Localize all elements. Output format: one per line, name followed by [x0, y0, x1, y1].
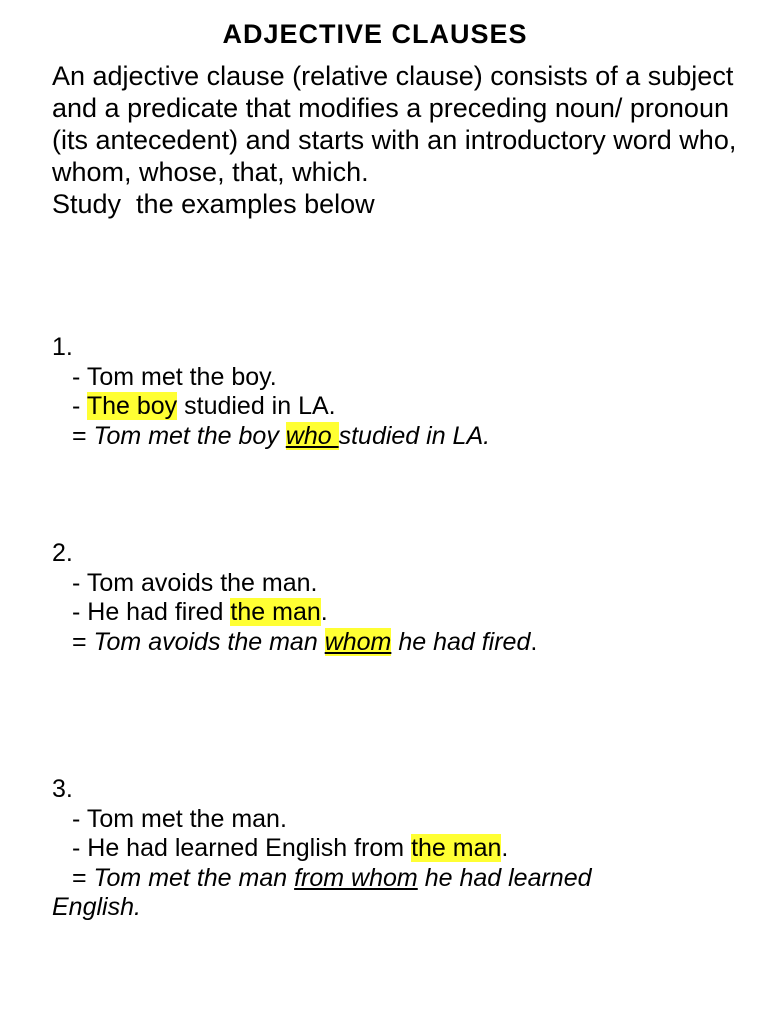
highlighted-antecedent: the man: [411, 834, 502, 862]
example-result: [52, 864, 652, 923]
relative-pronoun: from whom: [294, 863, 418, 892]
example-sentence-1: - Tom met the boy.: [72, 362, 277, 391]
result-text-end: he had fired: [391, 627, 531, 656]
equals-sign: =: [72, 627, 94, 656]
highlighted-antecedent: The boy: [86, 392, 178, 420]
result-text-end: studied in LA.: [338, 421, 491, 450]
sentence-start: - He had fired: [72, 598, 231, 626]
intro-section: [52, 60, 752, 220]
example-2: [52, 539, 752, 657]
dash: -: [72, 392, 87, 420]
result-text: Tom met the man: [93, 863, 295, 892]
result-period: .: [530, 627, 538, 656]
result-text: Tom met the boy: [93, 421, 286, 450]
sentence-end: .: [320, 598, 328, 626]
sentence-start: - He had learned English from: [72, 834, 412, 862]
example-sentence-2: [52, 598, 752, 628]
intro-paragraph: An adjective clause (relative clause) consists of a subject and a predicate that modifies a preceding noun/ pronoun (its antecedent) and starts with an introductory word who, whom, whose, that, which.: [52, 61, 737, 187]
example-sentence-1: - Tom met the man.: [72, 804, 287, 833]
page-title: ADJECTIVE CLAUSES: [222, 19, 528, 49]
example-sentence-2: [52, 834, 752, 864]
relative-pronoun: whom: [324, 627, 392, 656]
example-sentence-2: [52, 392, 752, 422]
example-number: 3.: [52, 775, 73, 803]
sentence-end: .: [501, 834, 509, 862]
result-text: Tom avoids the man: [93, 627, 325, 656]
relative-pronoun: who: [285, 421, 339, 450]
equals-sign: =: [72, 863, 94, 892]
sentence-rest: studied in LA.: [177, 392, 336, 420]
intro-study-line: Study the examples below: [52, 189, 375, 219]
example-number: 1.: [52, 333, 73, 361]
example-number: 2.: [52, 539, 73, 567]
example-result: [52, 628, 752, 658]
highlighted-antecedent: the man: [230, 598, 321, 626]
example-sentence-1: - Tom avoids the man.: [72, 568, 318, 597]
example-1: [52, 333, 752, 451]
example-result: [52, 422, 752, 452]
result-text-end: he had learned English.: [52, 863, 592, 921]
equals-sign: =: [72, 421, 94, 450]
example-3: [52, 775, 752, 923]
